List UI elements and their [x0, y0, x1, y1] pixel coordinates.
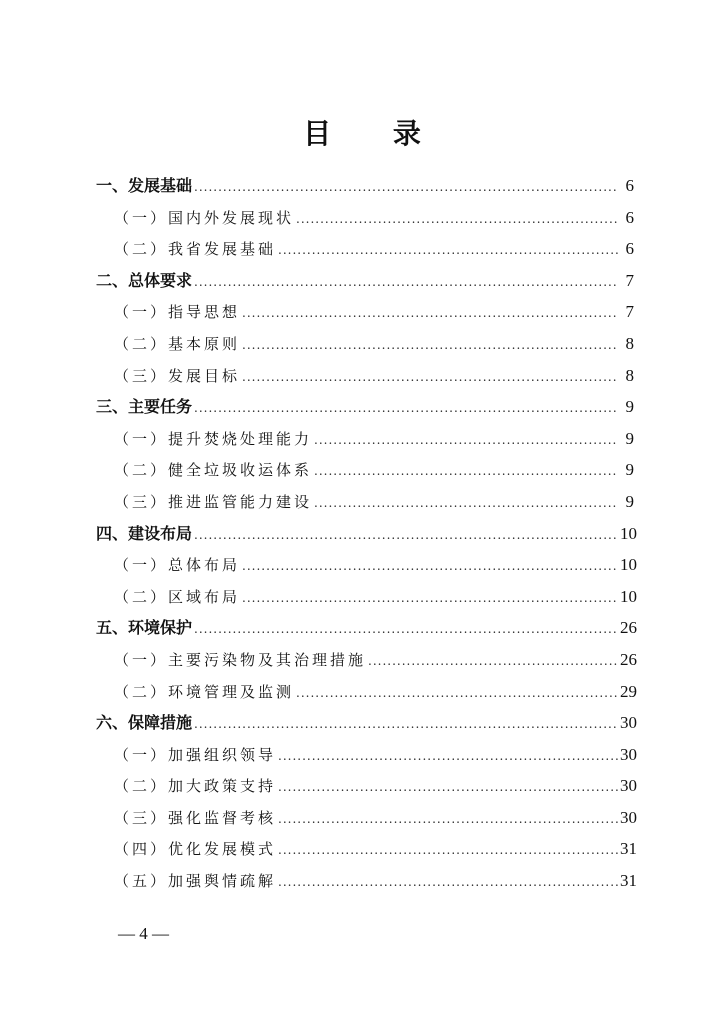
toc-page-number: 6 — [625, 176, 634, 195]
toc-section-entry[interactable] — [96, 328, 634, 360]
toc-page-number: 30 — [620, 713, 637, 733]
toc-leader-dots — [194, 267, 618, 299]
toc-page-number: 9 — [625, 397, 634, 417]
toc-page-number: 10 — [620, 523, 637, 543]
toc-leader-dots — [314, 488, 618, 520]
toc-entry-label: 四、建设布局 — [96, 523, 193, 543]
toc-leader-dots — [194, 393, 618, 425]
toc-section-entry[interactable] — [96, 486, 634, 518]
toc-chapter-entry[interactable] — [96, 170, 634, 202]
toc-section-entry[interactable] — [96, 833, 637, 865]
toc-leader-dots — [242, 362, 618, 394]
toc-leader-dots — [368, 646, 618, 678]
toc-leader-dots — [278, 867, 618, 899]
toc-page-number: 30 — [620, 776, 637, 796]
toc-section-entry[interactable] — [96, 644, 637, 676]
toc-page-number: 26 — [620, 618, 637, 638]
toc-section-entry[interactable] — [96, 454, 634, 486]
toc-entry-label: （二）区域布局 — [114, 587, 241, 606]
toc-entry-label: （二）健全垃圾收运体系 — [114, 461, 313, 480]
toc-chapter-entry[interactable] — [96, 391, 634, 423]
toc-section-entry[interactable] — [96, 549, 637, 581]
toc-leader-dots — [242, 298, 618, 330]
toc-entry-label: 一、发展基础 — [96, 176, 193, 195]
toc-page-number: 9 — [625, 428, 634, 448]
toc-page-number: 29 — [620, 681, 637, 701]
toc-page-number: 31 — [620, 871, 637, 891]
toc-section-entry[interactable] — [96, 423, 634, 455]
toc-leader-dots — [242, 330, 618, 362]
toc-entry-label: （五）加强舆情疏解 — [114, 872, 277, 891]
toc-entry-label: （一）总体布局 — [114, 556, 241, 575]
toc-entry-label: （一）提升焚烧处理能力 — [114, 429, 313, 448]
toc-section-entry[interactable] — [96, 739, 637, 771]
toc-leader-dots — [242, 583, 618, 615]
toc-entry-label: （一）指导思想 — [114, 303, 241, 322]
toc-page-number: 30 — [620, 744, 637, 764]
page-number: — 4 — — [118, 924, 169, 943]
toc-title: 目 录 — [303, 117, 447, 150]
toc-section-entry[interactable] — [96, 770, 637, 802]
toc-entry-label: （四）优化发展模式 — [114, 840, 277, 859]
toc-entry-label: （二）我省发展基础 — [114, 240, 277, 259]
toc-section-entry[interactable] — [96, 202, 634, 234]
toc-page-number: 8 — [625, 365, 634, 385]
toc-section-entry[interactable] — [96, 676, 637, 708]
toc-leader-dots — [314, 425, 618, 457]
toc-entry-label: （三）发展目标 — [114, 366, 241, 385]
table-of-contents — [96, 170, 637, 897]
toc-entry-label: （三）强化监督考核 — [114, 808, 277, 827]
toc-leader-dots — [278, 772, 618, 804]
toc-page-number: 6 — [625, 207, 634, 227]
toc-entry-label: （二）环境管理及监测 — [114, 682, 295, 701]
toc-page-number: 7 — [625, 270, 634, 290]
toc-entry-label: （一）加强组织领导 — [114, 745, 277, 764]
toc-section-entry[interactable] — [96, 581, 637, 613]
toc-page-number: 26 — [620, 649, 637, 669]
toc-entry-label: （二）基本原则 — [114, 334, 241, 353]
toc-entry-label: （一）国内外发展现状 — [114, 208, 295, 227]
toc-leader-dots — [278, 804, 618, 836]
toc-chapter-entry[interactable] — [96, 518, 637, 550]
toc-page-number: 30 — [620, 807, 637, 827]
toc-page-number: 31 — [620, 839, 637, 859]
toc-page-number: 7 — [625, 302, 634, 322]
toc-entry-label: 二、总体要求 — [96, 270, 193, 290]
toc-leader-dots — [278, 835, 618, 867]
toc-leader-dots — [242, 551, 618, 583]
toc-page-number: 8 — [625, 333, 634, 353]
toc-page-number: 9 — [625, 460, 634, 480]
toc-entry-label: （二）加大政策支持 — [114, 777, 277, 796]
toc-leader-dots — [278, 741, 618, 773]
toc-leader-dots — [296, 678, 618, 710]
toc-entry-label: （三）推进监管能力建设 — [114, 492, 313, 511]
toc-section-entry[interactable] — [96, 802, 637, 834]
toc-chapter-entry[interactable] — [96, 612, 637, 644]
toc-leader-dots — [296, 204, 618, 236]
toc-leader-dots — [314, 456, 618, 488]
toc-page-number: 9 — [625, 491, 634, 511]
toc-section-entry[interactable] — [96, 865, 637, 897]
toc-entry-label: 五、环境保护 — [96, 618, 193, 638]
toc-leader-dots — [194, 172, 618, 204]
toc-section-entry[interactable] — [96, 360, 634, 392]
toc-page-number: 6 — [625, 239, 634, 259]
toc-chapter-entry[interactable] — [96, 707, 637, 739]
toc-entry-label: 六、保障措施 — [96, 713, 193, 733]
toc-leader-dots — [194, 709, 618, 741]
toc-leader-dots — [278, 235, 618, 267]
toc-page-number: 10 — [620, 555, 637, 575]
toc-chapter-entry[interactable] — [96, 265, 634, 297]
toc-leader-dots — [194, 520, 618, 552]
toc-entry-label: 三、主要任务 — [96, 397, 193, 417]
toc-section-entry[interactable] — [96, 233, 634, 265]
toc-leader-dots — [194, 614, 618, 646]
toc-section-entry[interactable] — [96, 296, 634, 328]
toc-entry-label: （一）主要污染物及其治理措施 — [114, 650, 367, 669]
toc-page-number: 10 — [620, 586, 637, 606]
